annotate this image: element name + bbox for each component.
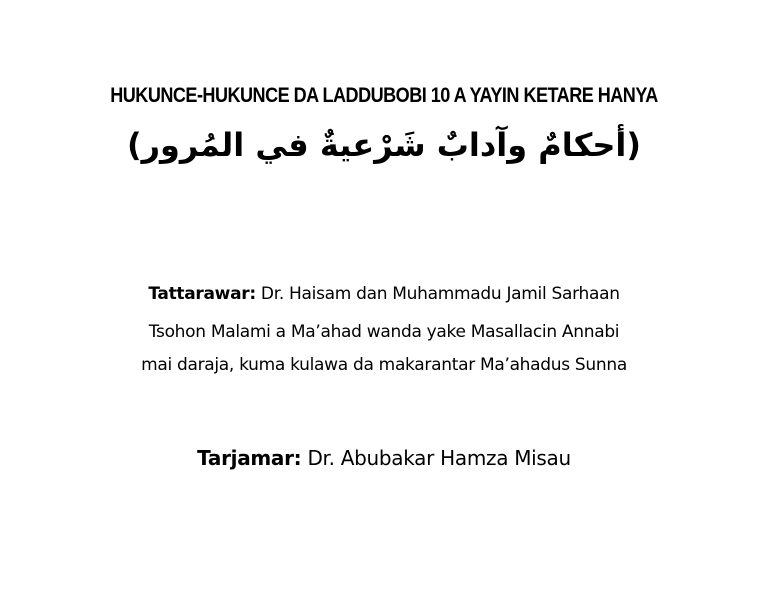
document-title: HUKUNCE-HUKUNCE DA LADDUBOBI 10 A YAYIN KETARE HANYA <box>110 84 658 107</box>
reviewer-name: Dr. Haisam dan Muhammadu Jamil Sarhaan <box>255 284 620 304</box>
reviewer-label: Tattarawar: <box>148 284 256 304</box>
arabic-title: (أحكامٌ وآدابٌ شَرْعيةٌ في المُرور) <box>126 126 641 164</box>
reviewer-description-line-2: mai daraja, kuma kulawa da makarantar Ma’ahadus Sunna <box>141 355 627 375</box>
reviewer-description-line-1: Tsohon Malami a Ma’ahad wanda yake Masallacin Annabi <box>148 322 620 342</box>
translator-label: Tarjamar: <box>197 446 302 470</box>
translator-name: Dr. Abubakar Hamza Misau <box>301 446 571 470</box>
reviewer-line <box>0 284 768 304</box>
translator-line <box>0 446 768 470</box>
